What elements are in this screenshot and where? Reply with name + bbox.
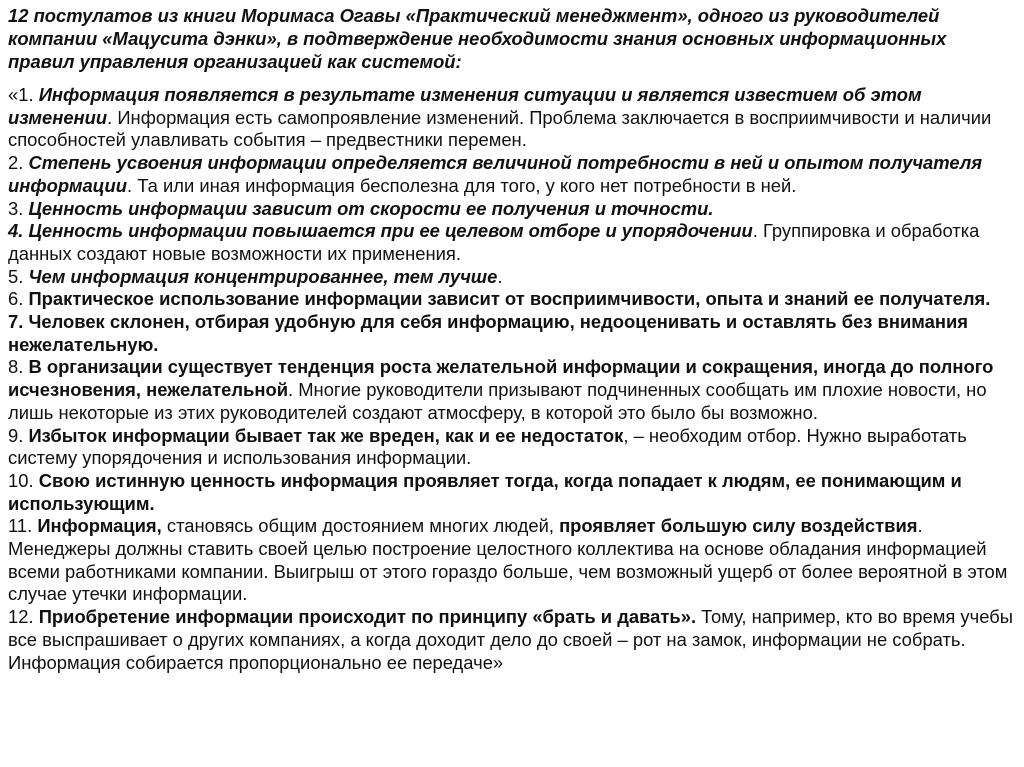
postulate-7-segment: 7. Человек склонен, отбирая удобную для себя информацию, недооценивать и оставлять без внимания нежелательную. — [8, 311, 968, 355]
postulate-12-segment: Приобретение информации происходит по принципу «брать и давать». — [38, 606, 697, 628]
postulate-10-segment: 10. — [8, 469, 39, 491]
postulate-3-segment: Ценность информации зависит от скорости ее получения и точности. — [28, 197, 714, 219]
postulate-8-segment: 8. — [8, 356, 29, 378]
postulate-11 — [8, 515, 1016, 606]
postulate-8 — [8, 356, 1016, 424]
postulate-4 — [8, 220, 1016, 265]
postulate-5-segment: . — [497, 265, 503, 287]
postulate-11-segment: становясь общим достоянием многих людей, — [161, 515, 560, 537]
postulate-11-segment: 11. — [8, 515, 38, 537]
postulate-6 — [8, 288, 1016, 311]
postulate-1-segment: . Информация есть самопроявление изменений. Проблема заключается в восприимчивости и наличии способностей улавливать события – предвестники перемен. — [8, 106, 992, 151]
postulate-2-segment: Степень усвоения информации определяется величиной потребности в ней и опытом получателя информации — [8, 152, 983, 196]
postulate-12-segment: Тому, например, кто во время учебы все выспрашивает о других компаниях, а когда доходит дело до своей – рот на замок, информации не собрать. Информация собирается пропорционально ее передаче» — [8, 606, 1013, 673]
postulate-5-segment: 5. — [8, 265, 29, 287]
postulate-1 — [8, 84, 1016, 152]
postulate-9-segment: , – необходим отбор. Нужно выработать систему упорядочения и использования информации. — [8, 424, 967, 469]
postulate-6-segment: Практическое использование информации зависит от восприимчивости, опыта и знаний ее получателя. — [28, 288, 991, 310]
postulate-9 — [8, 425, 1016, 470]
postulate-3 — [8, 198, 1016, 221]
postulate-7 — [8, 311, 1016, 356]
postulate-2-segment: . Та или иная информация бесполезна для того, у кого нет потребности в ней. — [127, 174, 797, 196]
postulate-12-segment: 12. — [8, 606, 39, 628]
postulate-9-segment: Избыток информации бывает так же вреден, как и ее недостаток — [28, 424, 624, 446]
postulate-4-segment: 4. Ценность информации повышается при ее целевом отборе и упорядочении — [8, 220, 753, 242]
postulate-11-segment: проявляет большую силу воздействия — [559, 515, 918, 537]
postulate-4-segment: . Группировка и обработка данных создают новые возможности их применения. — [8, 220, 980, 264]
postulate-6-segment: 6. — [8, 288, 29, 310]
postulate-1-segment: «1. — [8, 84, 39, 105]
postulate-10-segment: Свою истинную ценность информация проявляет тогда, когда попадает к людям, ее понимающим и использующим. — [8, 469, 962, 514]
postulate-11-segment: . Менеджеры должны ставить своей целью построение целостного коллектива на основе обладания информацией всеми работниками компании. Выигрыш от этого гораздо больше, чем возможный ущерб от более вероятной в этом случае утечки информации. — [8, 515, 1008, 605]
postulate-12 — [8, 606, 1016, 674]
postulate-2 — [8, 152, 1016, 197]
postulate-5-segment: Чем информация концентрированнее, тем лучше — [28, 265, 498, 287]
postulate-3-segment: 3. — [8, 197, 29, 219]
postulate-8-segment: . Многие руководители призывают подчиненных сообщать им плохие новости, но лишь некоторые из этих руководителей создают атмосферу, в которой это было бы возможно. — [8, 379, 987, 423]
postulate-1-segment: Информация появляется в результате изменения ситуации и является известием об этом изменении — [8, 84, 922, 128]
slide-heading: 12 постулатов из книги Моримаса Огавы «Практический менеджмент», одного из руководителей компании «Мацусита дэнки», в подтверждение необходимости знания основных информационных правил управления организацией как системой: — [8, 5, 947, 72]
postulate-9-segment: 9. — [8, 424, 29, 446]
postulate-2-segment: 2. — [8, 152, 29, 174]
postulate-10 — [8, 470, 1016, 515]
postulate-8-segment: В организации существует тенденция роста желательной информации и сокращения, иногда до полного исчезновения, нежелательной — [8, 356, 994, 401]
postulate-5 — [8, 266, 1016, 289]
postulates-list — [8, 84, 1016, 674]
postulate-11-segment: Информация, — [37, 515, 162, 537]
